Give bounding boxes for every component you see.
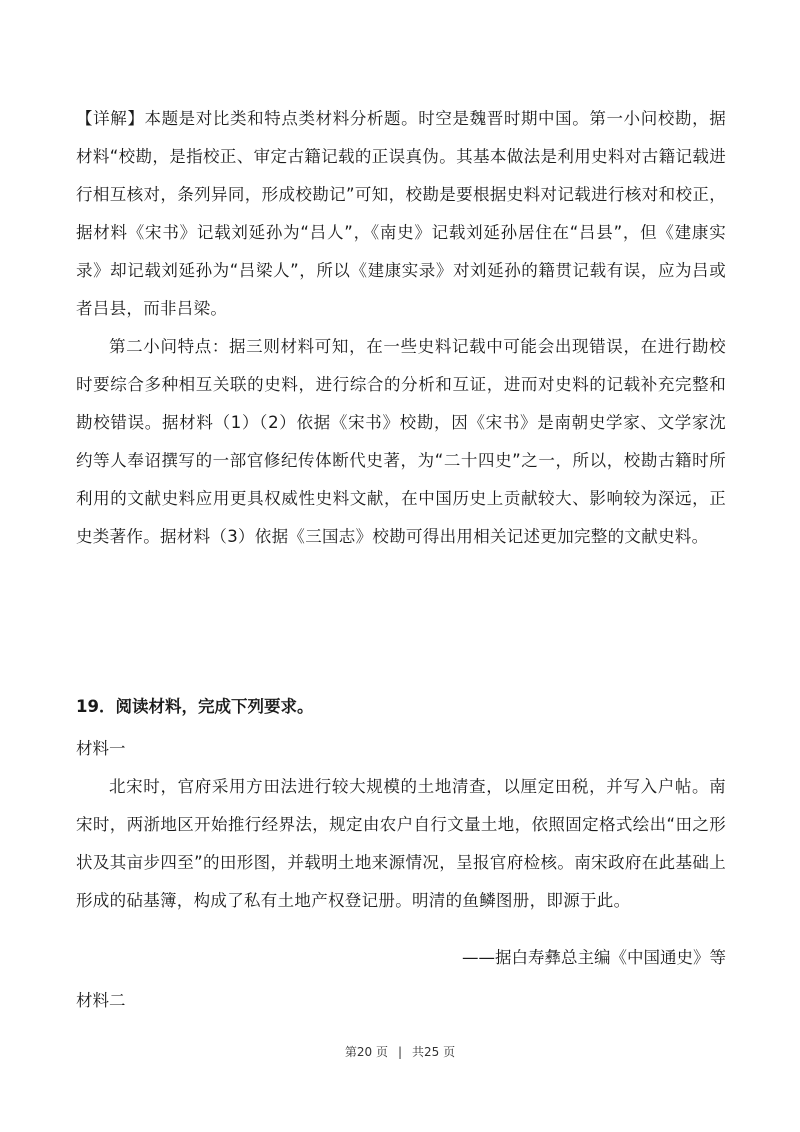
material-1-body [76,768,726,920]
page-footer [0,1042,800,1062]
explanation-paragraph-1: 【详解】本题是对比类和特点类材料分析题。时空是魏晋时期中国。第一小问校勘，据材料“校勘，是指校正、审定古籍记载的正误真伪。其基本做法是利用史料对古籍记载进行相互核对，条列异同，形成校勘记”可知，校勘是要根据史料对记载进行核对和校正，据材料《宋书》记载刘延孙为“吕人”，《南史》记载刘延孙居住在“吕县”，但《建康实录》却记载刘延孙为“吕梁人”，所以《建康实录》对刘延孙的籍贯记载有误，应为吕或者吕县，而非吕梁。 [76,109,726,318]
material-1-text: 北宋时，官府采用方田法进行较大规模的土地清查，以厘定田税，并写入户帖。南宋时，两浙地区开始推行经界法，规定由农户自行文量土地，依照固定格式绘出“田之形状及其亩步四至”的田形图，并载明土地来源情况，呈报官府检核。南宋政府在此基础上形成的砧基簿，构成了私有土地产权登记册。明清的鱼鳞图册，即源于此。 [76,777,726,910]
material-2-label: 材料二 [76,991,126,1010]
page-number: 第20 页 [344,1045,388,1059]
material-1-source: ——据白寿彝总主编《中国通史》等 [462,948,726,967]
page-total: 共25 页 [412,1045,456,1059]
question-19-title: 19．阅读材料，完成下列要求。 [76,697,314,716]
footer-separator: | [397,1045,403,1059]
explanation-section [76,100,726,556]
explanation-paragraph-2: 第二小问特点：据三则材料可知，在一些史料记载中可能会出现错误，在进行勘校时要综合多种相互关联的史料，进行综合的分析和互证，进而对史料的记载补充完整和勘校错误。据材料（1）（2）依据《宋书》校勘，因《宋书》是南朝史学家、文学家沈约等人奉诏撰写的一部官修纪传体断代史著，为“二十四史”之一，所以，校勘古籍时所利用的文献史料应用更具权威性史料文献，在中国历史上贡献较大、影响较为深远，正史类著作。据材料（3）依据《三国志》校勘可得出用相关记述更加完整的文献史料。 [76,337,726,546]
material-1-label: 材料一 [76,739,126,758]
